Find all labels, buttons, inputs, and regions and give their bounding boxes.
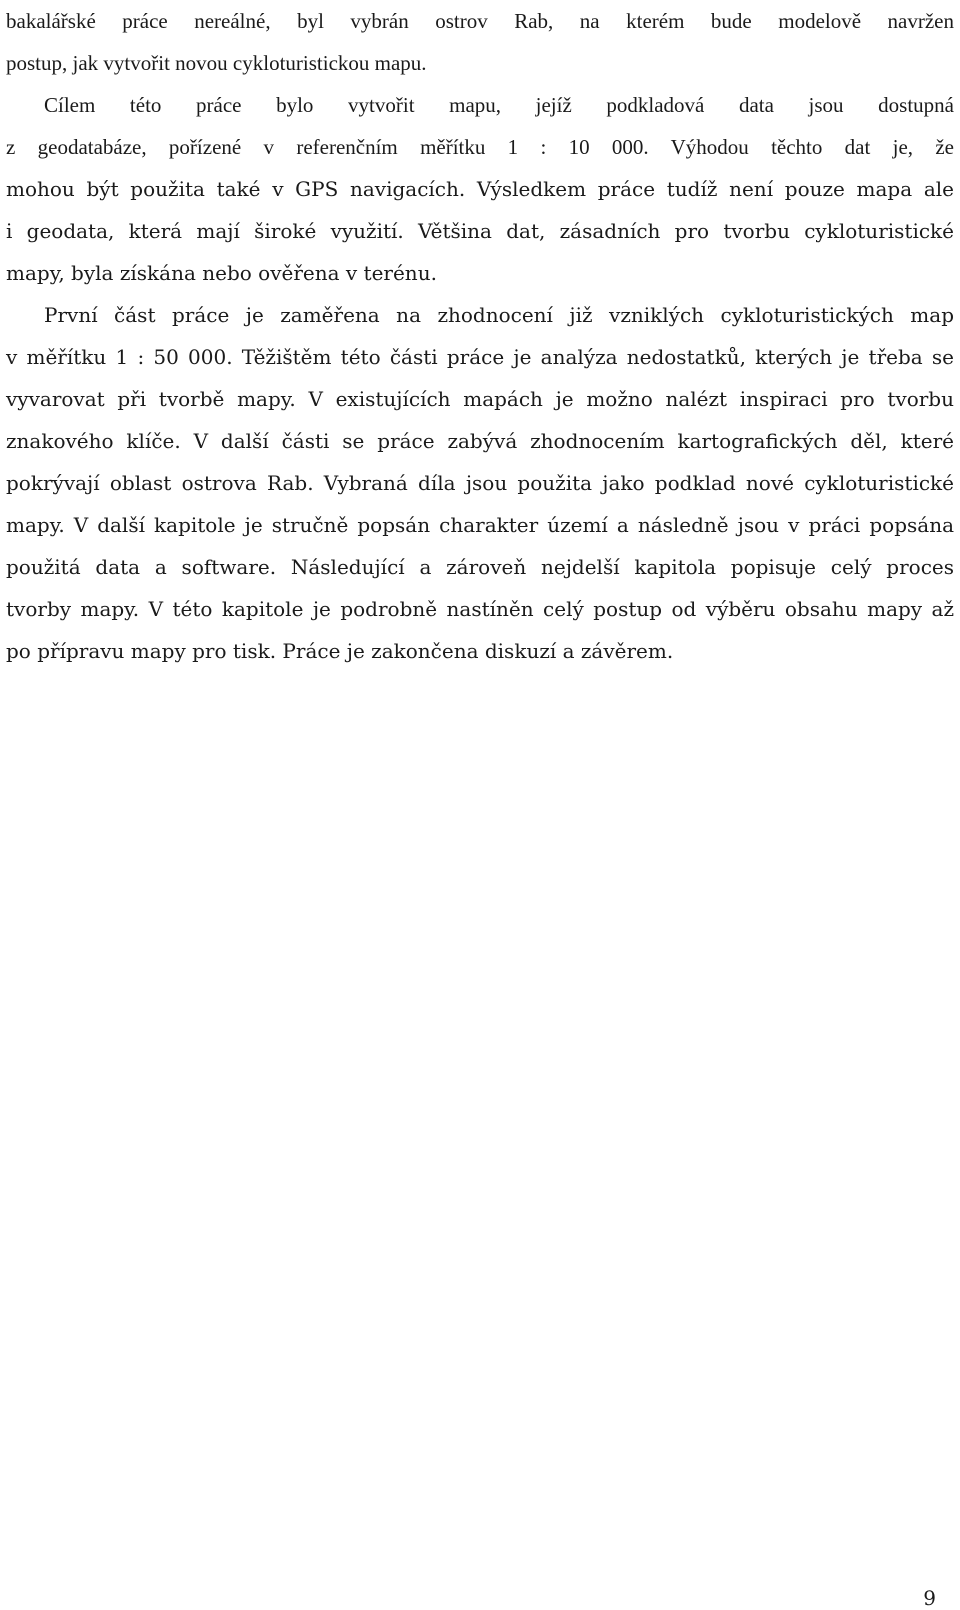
text-line: z geodatabáze, pořízené v referenčním měřítku 1 : 10 000. Výhodou těchto dat je, že bbox=[6, 135, 954, 159]
text-line: mapy, byla získána nebo ověřena v terénu. bbox=[6, 261, 437, 285]
text-line: mapy. V další kapitole je stručně popsán charakter území a následně jsou v práci popsána bbox=[6, 513, 954, 537]
text-line: bakalářské práce nereálné, byl vybrán ostrov Rab, na kterém bude modelově navržen bbox=[6, 9, 954, 33]
text-line: i geodata, která mají široké využití. Většina dat, zásadních pro tvorbu cykloturistické bbox=[6, 219, 954, 243]
text-line: mohou být použita také v GPS navigacích. Výsledkem práce tudíž není pouze mapa ale bbox=[6, 177, 954, 201]
text-line: po přípravu mapy pro tisk. Práce je zakončena diskuzí a závěrem. bbox=[6, 639, 674, 663]
text-line: vyvarovat při tvorbě mapy. V existujících mapách je možno nalézt inspiraci pro tvorbu bbox=[6, 387, 954, 411]
text-line: použitá data a software. Následující a zároveň nejdelší kapitola popisuje celý proces bbox=[6, 555, 954, 579]
page-number: 9 bbox=[923, 1586, 936, 1610]
document-body bbox=[6, 0, 954, 672]
text-line: pokrývají oblast ostrova Rab. Vybraná díla jsou použita jako podklad nové cykloturistické bbox=[6, 471, 954, 495]
text-line: První část práce je zaměřena na zhodnocení již vzniklých cykloturistických map bbox=[44, 303, 954, 327]
text-line: v měřítku 1 : 50 000. Těžištěm této části práce je analýza nedostatků, kterých je třeba se bbox=[6, 345, 954, 369]
text-line: Cílem této práce bylo vytvořit mapu, jejíž podkladová data jsou dostupná bbox=[44, 93, 954, 117]
text-line: postup, jak vytvořit novou cykloturistickou mapu. bbox=[6, 51, 427, 75]
text-line: znakového klíče. V další části se práce zabývá zhodnocením kartografických děl, které bbox=[6, 429, 954, 453]
text-line: tvorby mapy. V této kapitole je podrobně nastíněn celý postup od výběru obsahu mapy až bbox=[6, 597, 954, 621]
